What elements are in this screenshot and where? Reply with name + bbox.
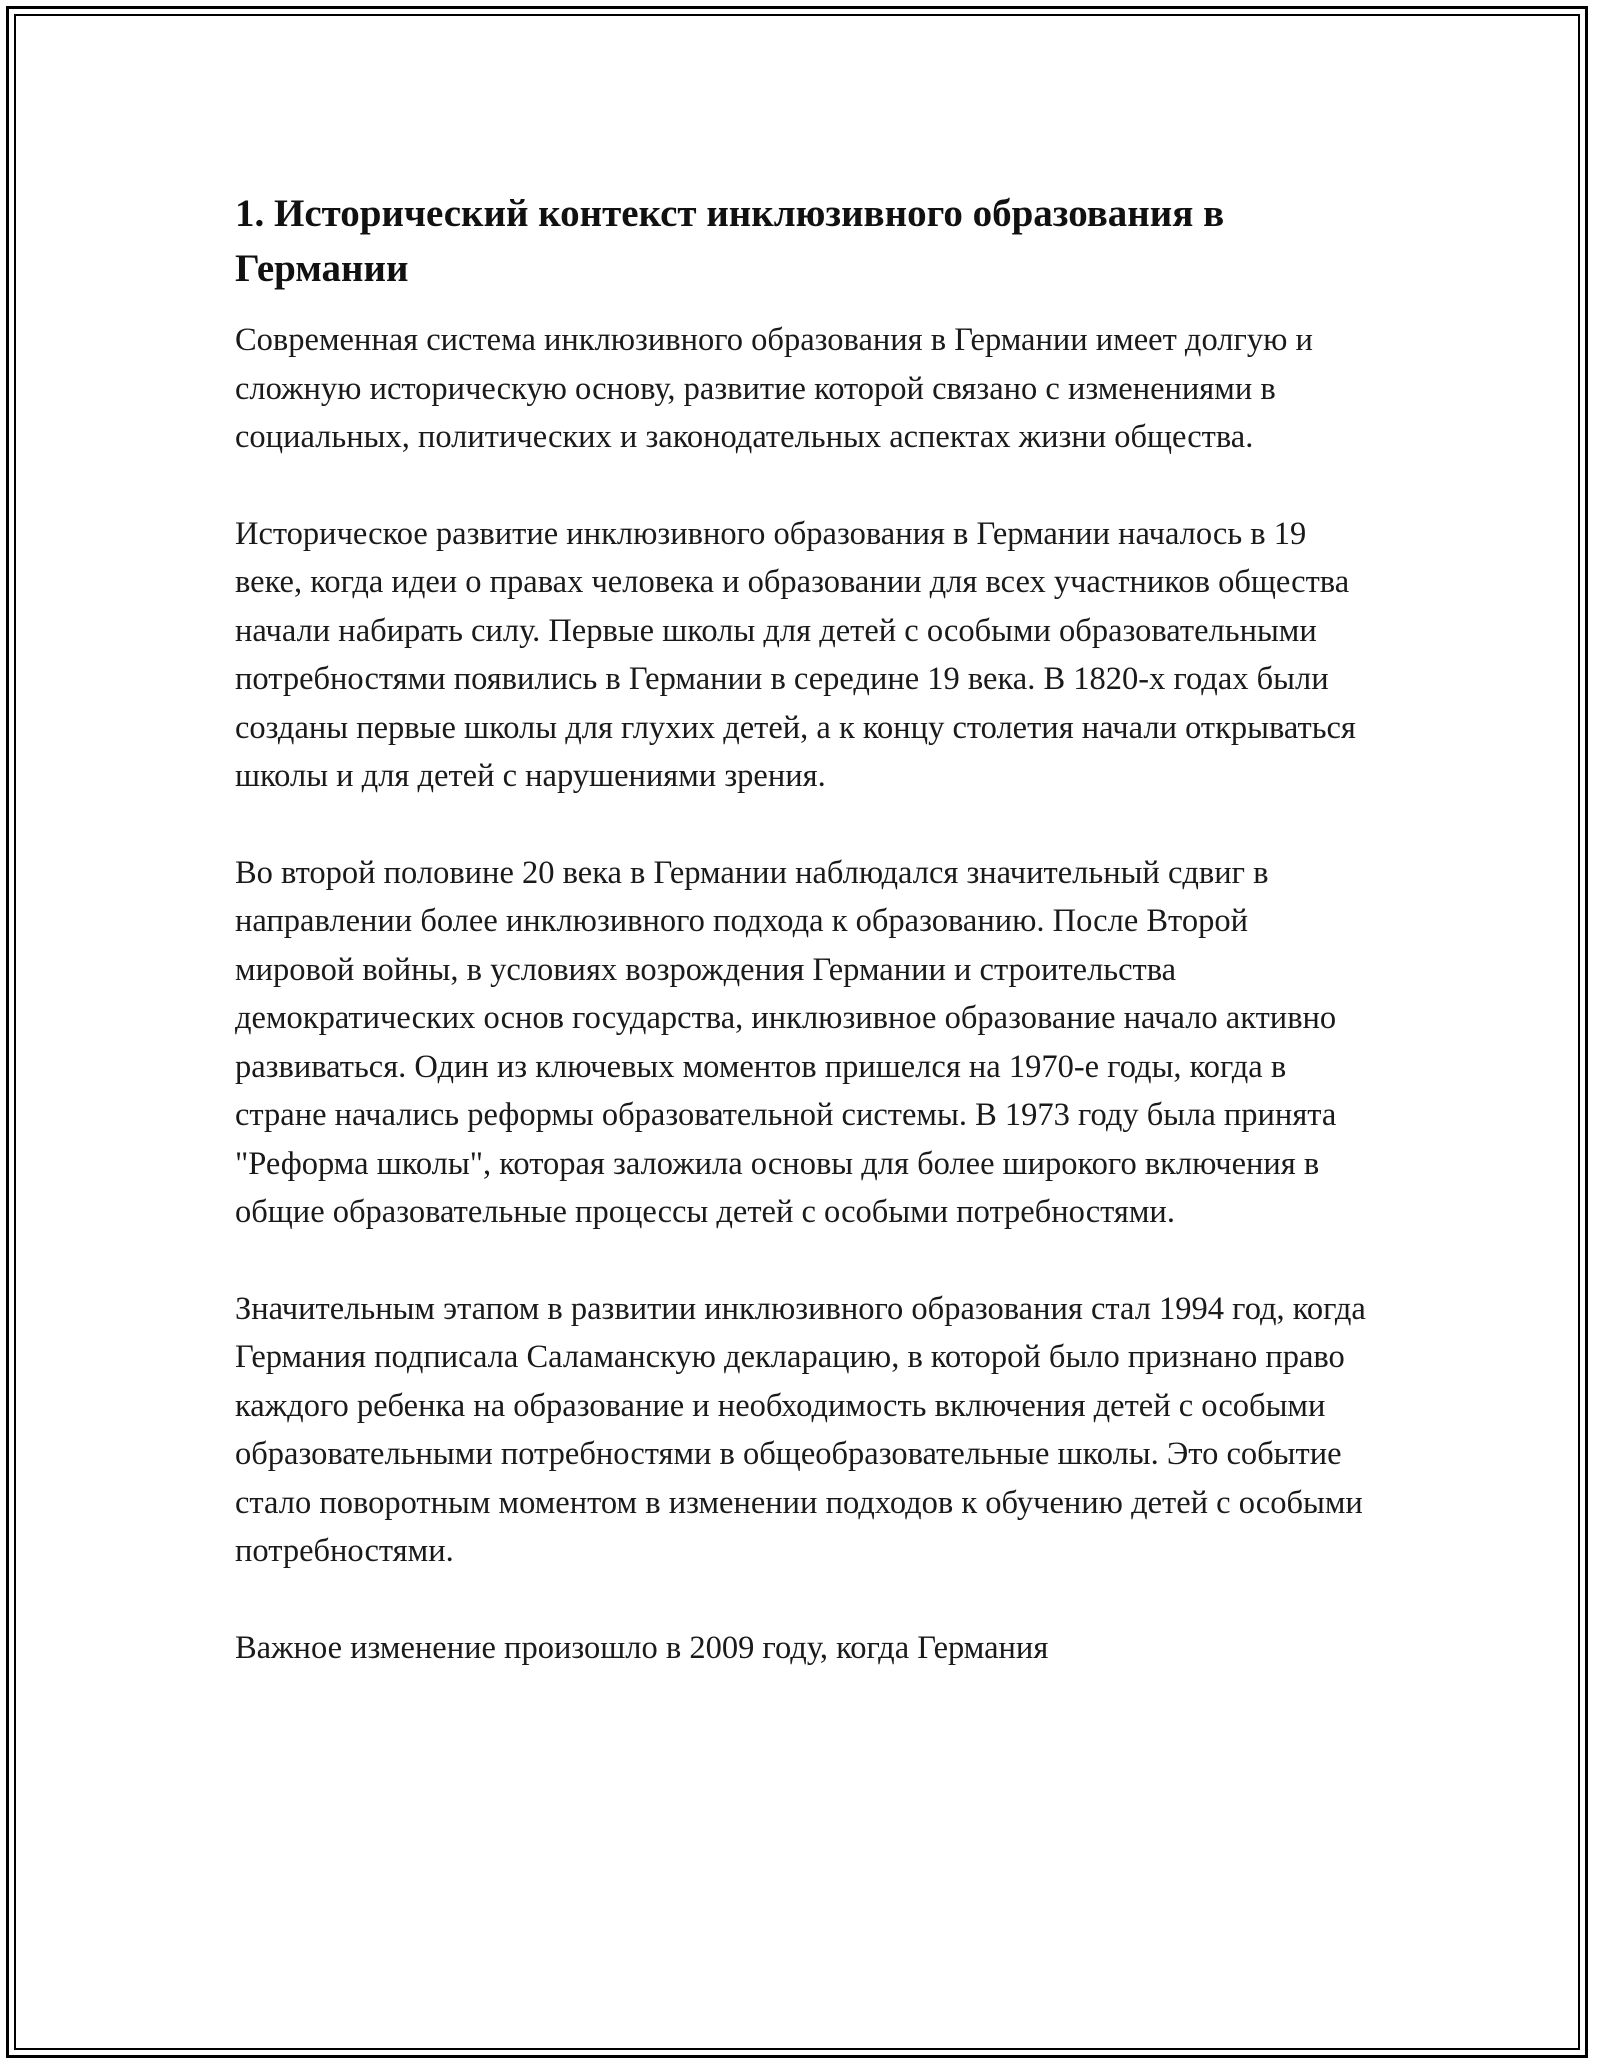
document-body bbox=[235, 186, 1375, 1672]
paragraph-intro: Современная система инклюзивного образования в Германии имеет долгую и сложную историческую основу, развитие которой связано с изменениями в социальных, политических и законодательных аспектах жизни общества. bbox=[235, 322, 1313, 455]
paragraph-2009: Важное изменение произошло в 2009 году, когда Германия bbox=[235, 1629, 1049, 1666]
paragraph-20th-century: Во второй половине 20 века в Германии наблюдался значительный сдвиг в направлении более инклюзивного подхода к образованию. После Второй мировой войны, в условиях возрождения Германии и строительства демократических основ государства, инклюзивное образование начало активно развиваться. Один из ключевых моментов пришелся на 1970-е годы, когда в стране начались реформы образовательной системы. В 1973 году была принята "Реформа школы", которая заложила основы для более широкого включения в общие образовательные процессы детей с особыми потребностями. bbox=[235, 854, 1337, 1230]
paragraph-salamanca: Значительным этапом в развитии инклюзивного образования стал 1994 год, когда Германия подписала Саламанскую декларацию, в которой было признано право каждого ребенка на образование и необходимость включения детей с особыми образовательными потребностями в общеобразовательные школы. Это событие стало поворотным моментом в изменении подходов к обучению детей с особыми потребностями. bbox=[235, 1290, 1366, 1569]
paragraph-19th-century: Историческое развитие инклюзивного образования в Германии началось в 19 веке, когда идеи о правах человека и образовании для всех участников общества начали набирать силу. Первые школы для детей с особыми образовательными потребностями появились в Германии в середине 19 века. В 1820-х годах были созданы первые школы для глухих детей, а к концу столетия начали открываться школы и для детей с нарушениями зрения. bbox=[235, 515, 1356, 794]
section-heading: 1. Исторический контекст инклюзивного образования в Германии bbox=[235, 192, 1225, 290]
